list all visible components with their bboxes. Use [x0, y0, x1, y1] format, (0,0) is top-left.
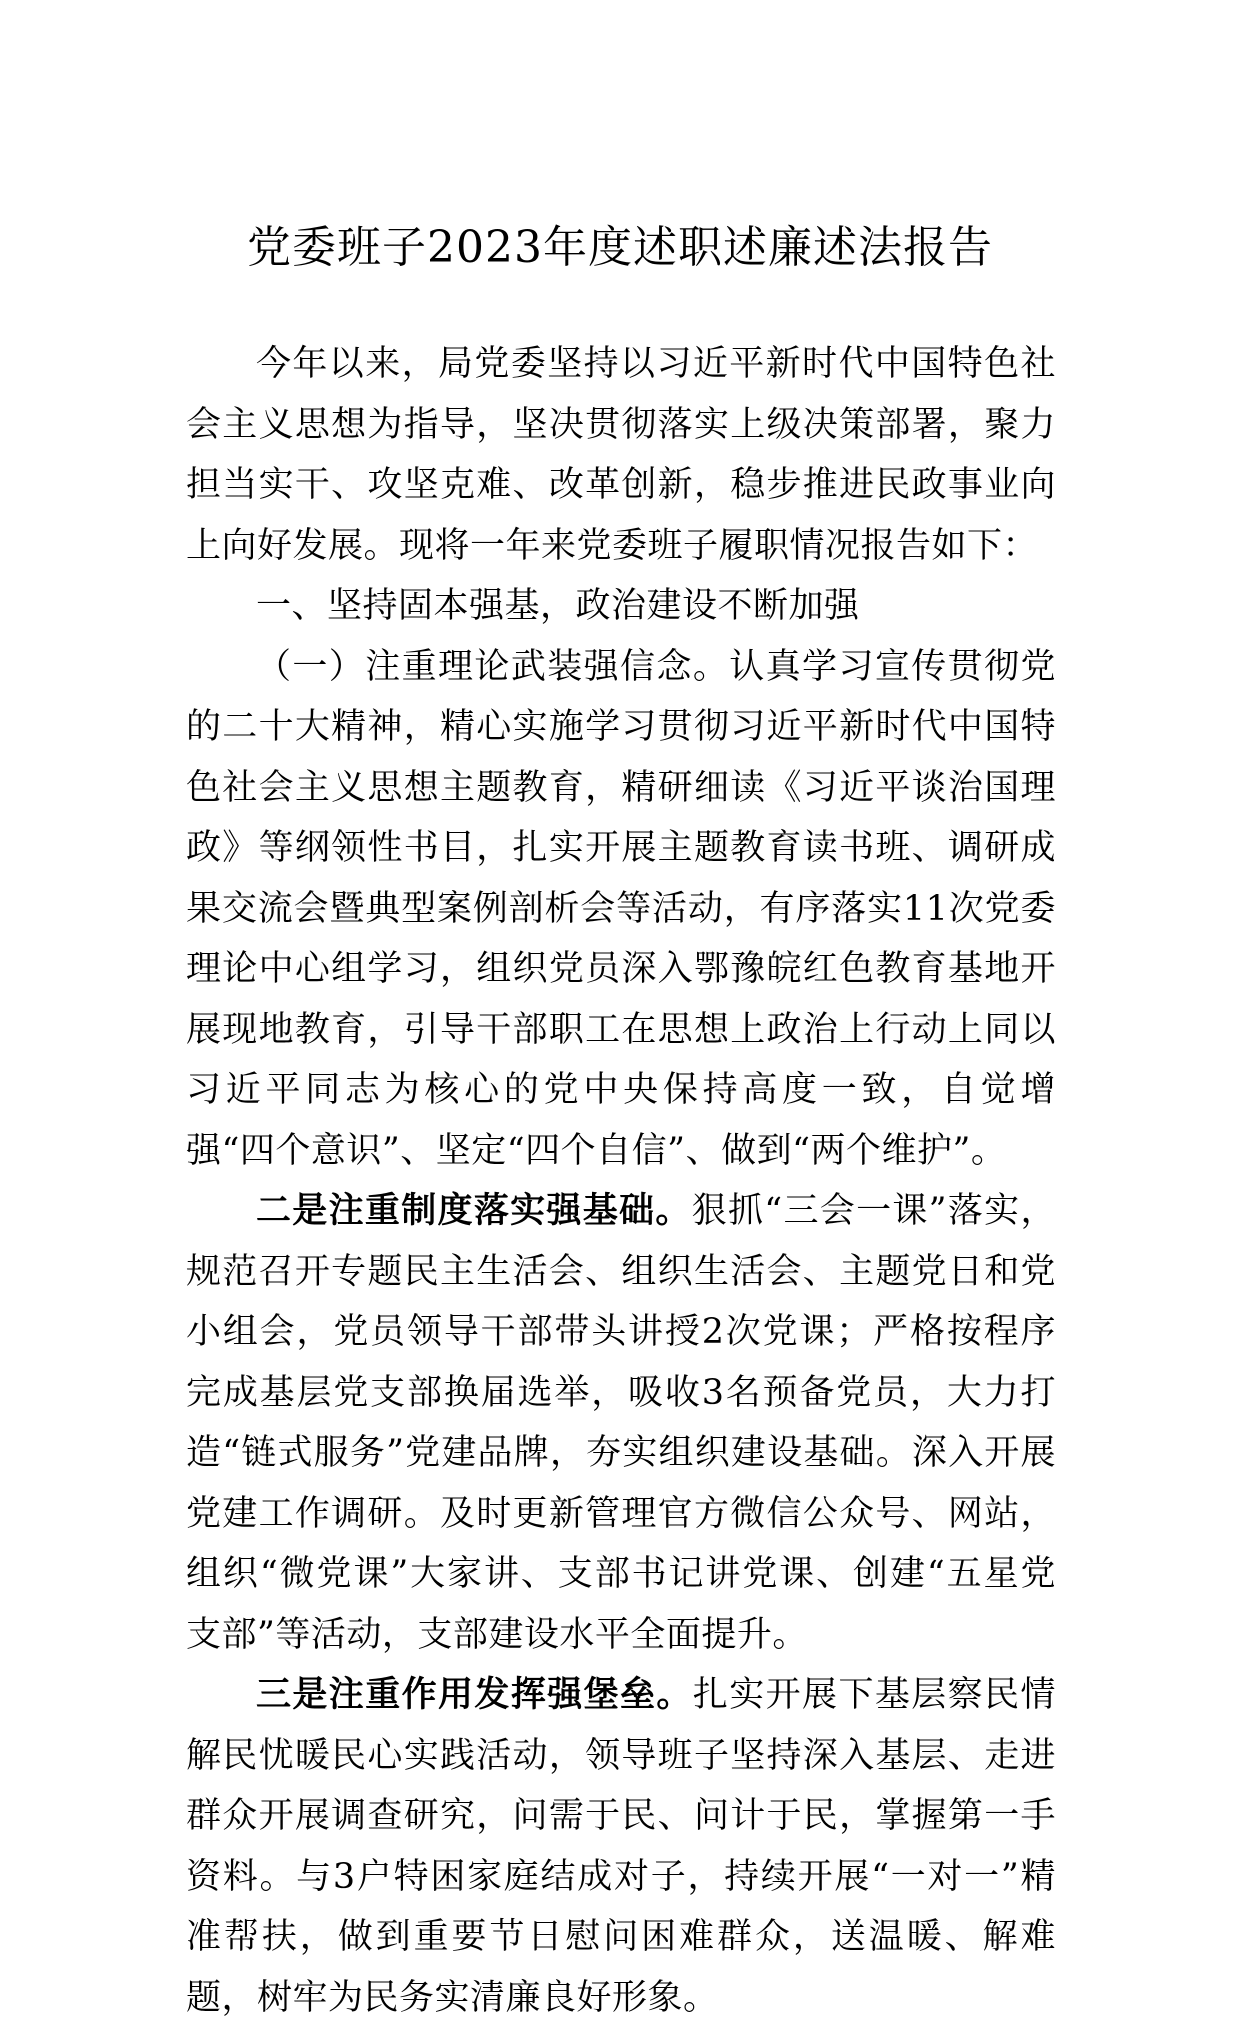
paragraph-theory-text: （一）注重理论武装强信念。认真学习宣传贯彻党的二十大精神，精心实施学习贯彻习近平新时代中国特色社会主义思想主题教育，精研细读《习近平谈治国理政》等纲领性书目，扎实开展主题教育读书班、调研成果交流会暨典型案例剖析会等活动，有序落实11次党委理论中心组学习，组织党员深入鄂豫皖红色教育基地开展现地教育，引导干部职工在思想上政治上行动上同以习近平同志为核心的党中央保持高度一致，自觉增强“四个意识”、坚定“四个自信”、做到“两个维护”。 [186, 646, 1056, 1171]
intro-paragraph [186, 334, 1056, 576]
paragraph-system-lead: 二是注重制度落实强基础。 [256, 1191, 692, 1231]
paragraph-theory [186, 637, 1056, 1182]
paragraph-role [186, 1665, 1056, 2028]
section-heading-text: 一、坚持固本强基，政治建设不断加强 [256, 586, 860, 626]
paragraph-system-text: 狠抓“三会一课”落实，规范召开专题民主生活会、组织生活会、主题党日和党小组会，党员领导干部带头讲授2次党课；严格按程序完成基层党支部换届选举，吸收3名预备党员，大力打造“链式服务”党建品牌，夯实组织建设基础。深入开展党建工作调研。及时更新管理官方微信公众号、网站，组织“微党课”大家讲、支部书记讲党课、创建“五星党支部”等活动，支部建设水平全面提升。 [186, 1191, 1056, 1655]
intro-paragraph-text: 今年以来，局党委坚持以习近平新时代中国特色社会主义思想为指导，坚决贯彻落实上级决策部署，聚力担当实干、攻坚克难、改革创新，稳步推进民政事业向上向好发展。现将一年来党委班子履职情况报告如下： [186, 344, 1056, 566]
document-body [186, 334, 1056, 2028]
section-heading [186, 576, 1056, 637]
paragraph-system [186, 1181, 1056, 1665]
paragraph-role-text: 扎实开展下基层察民情解民忧暖民心实践活动，领导班子坚持深入基层、走进群众开展调查研究，问需于民、问计于民，掌握第一手资料。与3户特困家庭结成对子，持续开展“一对一”精准帮扶，做到重要节日慰问困难群众，送温暖、解难题，树牢为民务实清廉良好形象。 [186, 1675, 1056, 2018]
paragraph-role-lead: 三是注重作用发挥强堡垒。 [256, 1675, 693, 1715]
document-title: 党委班子2023年度述职述廉述法报告 [247, 222, 993, 273]
